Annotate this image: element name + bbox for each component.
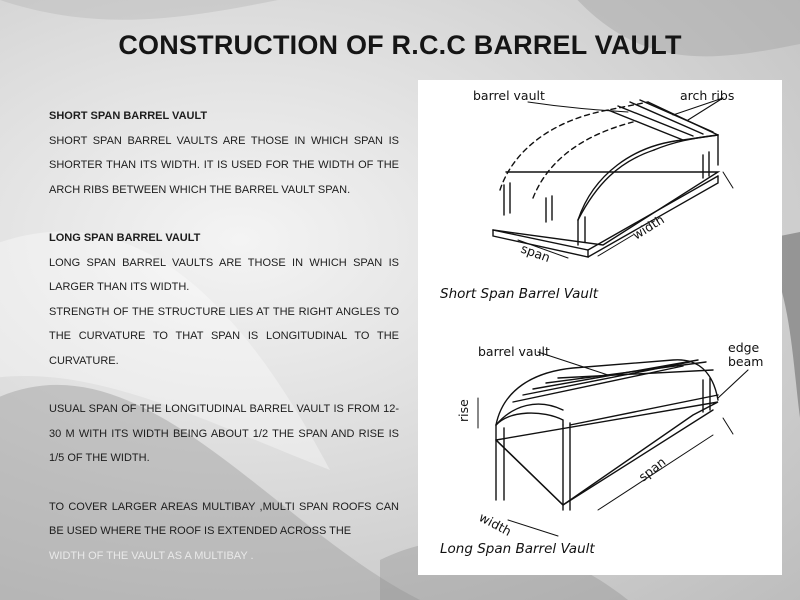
text-column — [49, 104, 399, 568]
long-span-text-2: STRENGTH OF THE STRUCTURE LIES AT THE RIGHT ANGLES TO THE CURVATURE TO THAT SPAN IS LONGITUDINAL TO THE CURVATURE. — [49, 305, 399, 367]
long-span-heading: LONG SPAN BARREL VAULT — [49, 232, 201, 244]
short-label-arch-ribs: arch ribs — [680, 88, 735, 103]
short-label-span: span — [518, 240, 553, 266]
long-span-text-3: USUAL SPAN OF THE LONGITUDINAL BARREL VAULT IS FROM 12-30 M WITH ITS WIDTH BEING ABOUT 1/2 THE SPAN AND RISE IS 1/5 OF THE WIDTH. — [49, 403, 399, 464]
barrel-vault-sketches — [418, 80, 782, 575]
long-label-beam: beam — [728, 354, 764, 369]
short-span-heading: SHORT SPAN BARREL VAULT — [49, 110, 208, 122]
long-span-text-1: LONG SPAN BARREL VAULTS ARE THOSE IN WHICH SPAN IS LARGER THAN ITS WIDTH. — [49, 256, 399, 293]
short-span-sketch — [418, 98, 733, 258]
long-label-rise: rise — [456, 399, 471, 422]
slide-title: CONSTRUCTION OF R.C.C BARREL VAULT — [118, 30, 682, 60]
short-label-width: width — [629, 211, 667, 243]
long-label-span: span — [635, 454, 669, 485]
long-span-sketch — [476, 352, 748, 539]
short-caption: Short Span Barrel Vault — [440, 286, 599, 302]
barrel-vault-figure — [418, 80, 782, 575]
long-label-width: width — [476, 509, 515, 539]
long-caption: Long Span Barrel Vault — [440, 541, 595, 557]
long-label-barrel-vault: barrel vault — [478, 344, 550, 359]
short-span-text: SHORT SPAN BARREL VAULTS ARE THOSE IN WHICH SPAN IS SHORTER THAN ITS WIDTH. IT IS USED FOR THE WIDTH OF THE ARCH RIBS BETWEEN WHICH THE BARREL VAULT SPAN. — [49, 134, 399, 196]
long-span-text-4-faded: WIDTH OF THE VAULT AS A MULTIBAY . — [49, 549, 254, 562]
long-span-text-4: TO COVER LARGER AREAS MULTIBAY ,MULTI SPAN ROOFS CAN BE USED WHERE THE ROOF IS EXTENDED ACROSS THE — [49, 500, 399, 537]
long-label-edge: edge — [728, 340, 760, 355]
short-label-barrel-vault: barrel vault — [473, 88, 545, 103]
